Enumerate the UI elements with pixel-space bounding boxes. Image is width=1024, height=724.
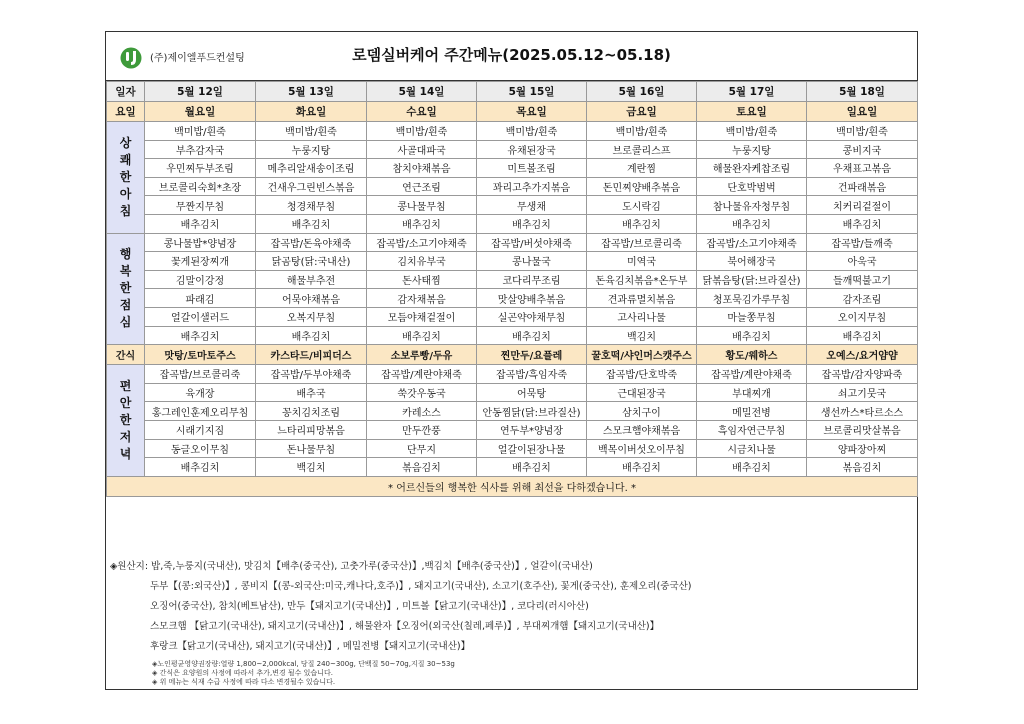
dinner-label-char: 저 xyxy=(119,429,132,444)
closing-note: * 어르신들의 행복한 식사를 위해 최선을 다하겠습니다. * xyxy=(107,476,918,496)
menu-item: 배추김치 xyxy=(477,326,587,345)
date-row xyxy=(107,82,918,102)
snack-change-note: ◈ 간식은 요양원의 사정에 따라서 추가,변경 될수 있습니다. xyxy=(152,669,333,677)
menu-item: 백미밥/흰죽 xyxy=(807,122,918,141)
menu-item: 만두깐풍 xyxy=(367,420,477,439)
menu-item: 잡곡밥/돈육야채죽 xyxy=(256,233,367,252)
menu-item: 백미밥/흰죽 xyxy=(367,122,477,141)
dinner-row xyxy=(107,383,918,402)
date-cell: 5월 16일 xyxy=(587,82,697,102)
menu-item: 배추김치 xyxy=(697,214,807,233)
menu-item: 백김치 xyxy=(256,458,367,477)
menu-item: 배추김치 xyxy=(807,214,918,233)
menu-item: 잡곡밥/들깨죽 xyxy=(807,233,918,252)
snack-label: 간식 xyxy=(107,345,145,365)
menu-item: 참치야채볶음 xyxy=(367,159,477,178)
breakfast-label-char: 상 xyxy=(119,135,132,150)
menu-item: 오이지무침 xyxy=(807,307,918,326)
menu-item: 무생채 xyxy=(477,196,587,215)
menu-item: 김치유부국 xyxy=(367,252,477,271)
lunch-row xyxy=(107,289,918,308)
menu-item: 배추김치 xyxy=(587,214,697,233)
menu-item: 꽃게된장찌개 xyxy=(145,252,256,271)
breakfast-row xyxy=(107,140,918,159)
menu-item: 해물완자케찹조림 xyxy=(697,159,807,178)
menu-item: 잡곡밥/브로콜리죽 xyxy=(145,365,256,384)
breakfast-row xyxy=(107,214,918,233)
menu-item: 청포묵김가루무침 xyxy=(697,289,807,308)
menu-item: 얼갈이된장나물 xyxy=(477,439,587,458)
menu-item: 치커리겉절이 xyxy=(807,196,918,215)
menu-item: 닭곰탕(닭:국내산) xyxy=(256,252,367,271)
menu-item: 우채표고볶음 xyxy=(807,159,918,178)
menu-item: 돈육김치볶음*온두부 xyxy=(587,270,697,289)
lunch-label-char: 행 xyxy=(119,247,132,262)
origin-line: 스모크햄 【닭고기(국내산), 돼지고기(국내산)】, 해물완자【오징어(외국산(칠레,페루)】, 부대찌개햄【돼지고기(국내산)】 xyxy=(150,621,660,632)
breakfast-row xyxy=(107,177,918,196)
menu-item: 메추리알새송이조림 xyxy=(256,159,367,178)
menu-item: 브로콜리숙회*초장 xyxy=(145,177,256,196)
snack-cell: 황도/웨하스 xyxy=(697,345,807,365)
date-cell: 5월 14일 xyxy=(367,82,477,102)
menu-item: 잡곡밥/계란야채죽 xyxy=(697,365,807,384)
company-name: (주)제이엘푸드컨설팅 xyxy=(150,53,245,64)
lunch-row xyxy=(107,326,918,345)
weekday-label: 요일 xyxy=(107,102,145,122)
menu-item: 잡곡밥/소고기야채죽 xyxy=(367,233,477,252)
menu-item: 잡곡밥/소고기야채죽 xyxy=(697,233,807,252)
menu-item: 홍그레인훈제오리무침 xyxy=(145,402,256,421)
menu-item: 콩나물국 xyxy=(477,252,587,271)
menu-item: 배추김치 xyxy=(367,326,477,345)
menu-item: 배추김치 xyxy=(697,458,807,477)
menu-item: 볶음김치 xyxy=(367,458,477,477)
menu-item: 미트볼조림 xyxy=(477,159,587,178)
menu-item: 유채된장국 xyxy=(477,140,587,159)
menu-item: 잡곡밥/흑임자죽 xyxy=(477,365,587,384)
menu-item: 잡곡밥/브로콜리죽 xyxy=(587,233,697,252)
menu-item: 얼갈이샐러드 xyxy=(145,307,256,326)
menu-item: 코다리무조림 xyxy=(477,270,587,289)
menu-item: 백미밥/흰죽 xyxy=(256,122,367,141)
snack-cell: 꿀호떡/샤인머스캣주스 xyxy=(587,345,697,365)
origin-line: 오징어(중국산), 참치(베트남산), 만두【돼지고기(국내산)】, 미트볼【닭고기(국내산)】, 코다리(러시아산) xyxy=(150,601,589,612)
menu-item: 견과류멸치볶음 xyxy=(587,289,697,308)
sheet-header xyxy=(106,32,917,81)
menu-item: 누룽지탕 xyxy=(697,140,807,159)
menu-item: 느타리피망볶음 xyxy=(256,420,367,439)
page-title: 로뎀실버케어 주간메뉴(2025.05.12~05.18) xyxy=(352,46,671,64)
menu-item: 오복지무침 xyxy=(256,307,367,326)
dinner-label-char: 한 xyxy=(119,412,132,427)
menu-item: 잡곡밥/두부야채죽 xyxy=(256,365,367,384)
menu-item: 감자조림 xyxy=(807,289,918,308)
menu-item: 잡곡밥/단호박죽 xyxy=(587,365,697,384)
weekday-cell: 수요일 xyxy=(367,102,477,122)
date-cell: 5월 13일 xyxy=(256,82,367,102)
menu-item: 고사리나물 xyxy=(587,307,697,326)
breakfast-label-char: 한 xyxy=(119,169,132,184)
menu-item: 잡곡밥/감자양파죽 xyxy=(807,365,918,384)
weekday-cell: 화요일 xyxy=(256,102,367,122)
menu-item: 단무지 xyxy=(367,439,477,458)
menu-item: 백미밥/흰죽 xyxy=(477,122,587,141)
menu-item: 시금치나물 xyxy=(697,439,807,458)
menu-item: 마늘쫑무침 xyxy=(697,307,807,326)
menu-item: 감자채볶음 xyxy=(367,289,477,308)
menu-item: 배추국 xyxy=(256,383,367,402)
menu-item: 백목이버섯오이무침 xyxy=(587,439,697,458)
weekday-cell: 금요일 xyxy=(587,102,697,122)
breakfast-label xyxy=(107,122,145,234)
breakfast-row xyxy=(107,196,918,215)
menu-item: 근대된장국 xyxy=(587,383,697,402)
menu-item: 꽈리고추가지볶음 xyxy=(477,177,587,196)
dinner-row xyxy=(107,458,918,477)
origin-line: 두부【(콩:외국산)】, 콩비지【(콩-외국산:미국,캐나다,호주)】, 돼지고기(국내산), 소고기(호주산), 꽃게(중국산), 훈제오리(중국산) xyxy=(150,581,692,592)
date-cell: 5월 17일 xyxy=(697,82,807,102)
menu-item: 백미밥/흰죽 xyxy=(145,122,256,141)
menu-item: 배추김치 xyxy=(807,326,918,345)
breakfast-label-char: 침 xyxy=(119,203,132,218)
date-cell: 5월 15일 xyxy=(477,82,587,102)
weekday-cell: 월요일 xyxy=(145,102,256,122)
menu-item: 해물부추전 xyxy=(256,270,367,289)
lunch-label-char: 한 xyxy=(119,281,132,296)
menu-item: 아욱국 xyxy=(807,252,918,271)
breakfast-label-char: 아 xyxy=(119,186,132,201)
dinner-row xyxy=(107,420,918,439)
menu-item: 우민찌두부조림 xyxy=(145,159,256,178)
dinner-label-char: 편 xyxy=(119,378,132,393)
menu-item: 시래기지짐 xyxy=(145,420,256,439)
menu-item: 콩나물밥*양념장 xyxy=(145,233,256,252)
menu-item: 배추김치 xyxy=(256,326,367,345)
menu-item: 스모크햄야채볶음 xyxy=(587,420,697,439)
menu-item: 모듬야채겉절이 xyxy=(367,307,477,326)
lunch-row xyxy=(107,252,918,271)
menu-item: 계란찜 xyxy=(587,159,697,178)
menu-item: 파래김 xyxy=(145,289,256,308)
menu-item: 닭볶음탕(닭:브라질산) xyxy=(697,270,807,289)
menu-item: 미역국 xyxy=(587,252,697,271)
menu-item: 흑임자연근무침 xyxy=(697,420,807,439)
menu-item: 삼치구이 xyxy=(587,402,697,421)
menu-item: 배추김치 xyxy=(145,458,256,477)
menu-item: 배추김치 xyxy=(145,326,256,345)
menu-item: 동글오이무침 xyxy=(145,439,256,458)
menu-item: 맛살양배추볶음 xyxy=(477,289,587,308)
menu-item: 연근조림 xyxy=(367,177,477,196)
menu-item: 부추감자국 xyxy=(145,140,256,159)
breakfast-label-char: 쾌 xyxy=(119,152,132,167)
snack-cell: 카스타드/비피더스 xyxy=(256,345,367,365)
menu-item: 양파장아찌 xyxy=(807,439,918,458)
dinner-label xyxy=(107,365,145,477)
menu-sheet xyxy=(105,31,918,690)
menu-item: 어묵야채볶음 xyxy=(256,289,367,308)
snack-cell: 찐만두/요플레 xyxy=(477,345,587,365)
menu-item: 청경채무침 xyxy=(256,196,367,215)
lunch-row xyxy=(107,233,918,252)
menu-item: 돈나물무침 xyxy=(256,439,367,458)
date-label: 일자 xyxy=(107,82,145,102)
weekday-cell: 목요일 xyxy=(477,102,587,122)
weekday-row xyxy=(107,102,918,122)
dinner-label-char: 녁 xyxy=(119,446,132,461)
menu-item: 배추김치 xyxy=(477,458,587,477)
menu-item: 쇠고기뭇국 xyxy=(807,383,918,402)
menu-item: 사골대파국 xyxy=(367,140,477,159)
menu-item: 꽁치김치조림 xyxy=(256,402,367,421)
snack-cell: 소보루빵/두유 xyxy=(367,345,477,365)
snack-row xyxy=(107,345,918,365)
menu-item: 잡곡밥/계란야채죽 xyxy=(367,365,477,384)
dinner-row xyxy=(107,365,918,384)
menu-item: 배추김치 xyxy=(477,214,587,233)
date-cell: 5월 18일 xyxy=(807,82,918,102)
menu-item: 잡곡밥/버섯야채죽 xyxy=(477,233,587,252)
menu-item: 배추김치 xyxy=(587,458,697,477)
menu-item: 안동찜닭(닭:브라질산) xyxy=(477,402,587,421)
menu-item: 카레소스 xyxy=(367,402,477,421)
breakfast-row xyxy=(107,122,918,141)
date-cell: 5월 12일 xyxy=(145,82,256,102)
menu-item: 배추김치 xyxy=(367,214,477,233)
menu-item: 육개장 xyxy=(145,383,256,402)
weekday-cell: 토요일 xyxy=(697,102,807,122)
dinner-row xyxy=(107,439,918,458)
weekly-menu-table xyxy=(106,81,918,497)
menu-item: 부대찌개 xyxy=(697,383,807,402)
menu-item: 건새우그린빈스볶음 xyxy=(256,177,367,196)
menu-item: 브로콜리스프 xyxy=(587,140,697,159)
menu-item: 배추김치 xyxy=(697,326,807,345)
dinner-label-char: 안 xyxy=(119,395,132,410)
menu-item: 실곤약야채무침 xyxy=(477,307,587,326)
note-row xyxy=(107,476,918,496)
lunch-label xyxy=(107,233,145,345)
menu-item: 배추김치 xyxy=(256,214,367,233)
menu-item: 콩비지국 xyxy=(807,140,918,159)
menu-item: 들깨떡불고기 xyxy=(807,270,918,289)
breakfast-row xyxy=(107,159,918,178)
menu-item: 브로콜리맛살볶음 xyxy=(807,420,918,439)
menu-item: 쑥갓우동국 xyxy=(367,383,477,402)
snack-cell: 맛탕/토마토주스 xyxy=(145,345,256,365)
menu-item: 누룽지탕 xyxy=(256,140,367,159)
menu-item: 북어해장국 xyxy=(697,252,807,271)
menu-item: 단호박범벅 xyxy=(697,177,807,196)
menu-item: 백미밥/흰죽 xyxy=(697,122,807,141)
lunch-label-char: 심 xyxy=(119,315,132,330)
menu-item: 도시락김 xyxy=(587,196,697,215)
snack-cell: 오예스/요거얌얌 xyxy=(807,345,918,365)
menu-item: 생선까스*타르소스 xyxy=(807,402,918,421)
dinner-row xyxy=(107,402,918,421)
origin-line: 후랑크【닭고기(국내산), 돼지고기(국내산)】, 메밀전병【돼지고기(국내산)】 xyxy=(150,641,471,652)
menu-item: 메밀전병 xyxy=(697,402,807,421)
menu-item: 연두부*양념장 xyxy=(477,420,587,439)
menu-item: 돈민찌양배추볶음 xyxy=(587,177,697,196)
menu-item: 김말이강정 xyxy=(145,270,256,289)
origin-line: ◈원산지: 밥,죽,누룽지(국내산), 맛김치【배추(중국산), 고춧가루(중국산)】,백김치【배추(중국산)】, 얼갈이(국내산) xyxy=(110,561,593,572)
menu-item: 돈사태찜 xyxy=(367,270,477,289)
menu-item: 백미밥/흰죽 xyxy=(587,122,697,141)
menu-item: 백김치 xyxy=(587,326,697,345)
lunch-label-char: 복 xyxy=(119,264,132,279)
menu-item: 건파래볶음 xyxy=(807,177,918,196)
menu-change-note: ◈ 위 메뉴는 식재 수급 사정에 따라 다소 변경될수 있습니다. xyxy=(152,678,336,686)
menu-item: 무짠지무침 xyxy=(145,196,256,215)
weekday-cell: 일요일 xyxy=(807,102,918,122)
menu-item: 배추김치 xyxy=(145,214,256,233)
menu-item: 참나물유자청무침 xyxy=(697,196,807,215)
menu-item: 어묵탕 xyxy=(477,383,587,402)
menu-item: 콩나물무침 xyxy=(367,196,477,215)
menu-item: 볶음김치 xyxy=(807,458,918,477)
lunch-row xyxy=(107,307,918,326)
lunch-row xyxy=(107,270,918,289)
lunch-label-char: 점 xyxy=(119,298,132,313)
nutrition-note: ◈노인평균영양권장량:열량 1,800~2,000kcal, 당질 240~300g, 단백질 50~70g,지질 30~53g xyxy=(152,660,455,668)
